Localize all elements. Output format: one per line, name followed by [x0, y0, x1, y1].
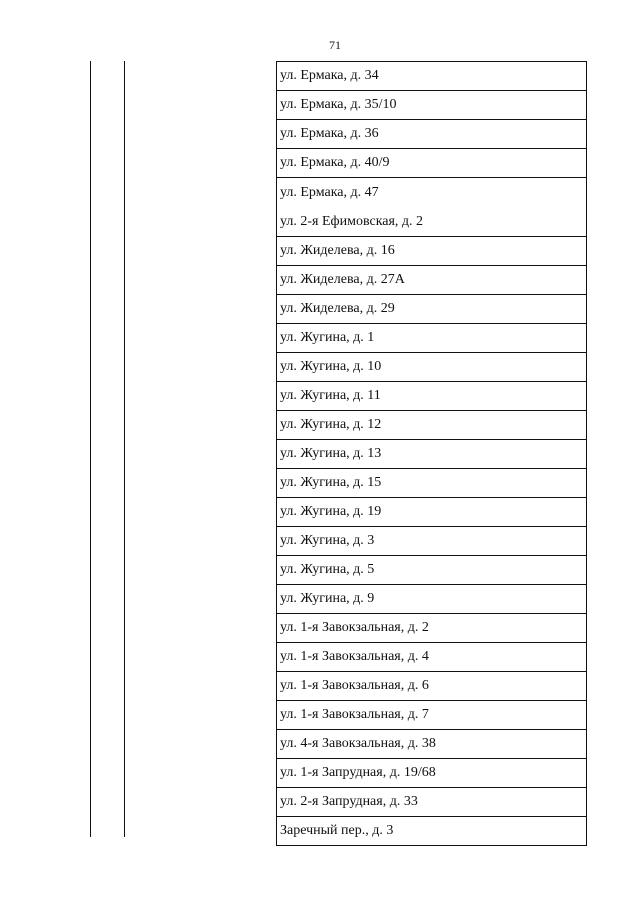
table-row — [277, 498, 587, 527]
table-row — [277, 149, 587, 178]
address-cell: ул. Ермака, д. 36 — [277, 120, 587, 149]
address-cell: ул. Жугина, д. 1 — [277, 324, 587, 353]
address-cell: ул. 1-я Завокзальная, д. 7 — [277, 701, 587, 730]
address-cell: ул. Жиделева, д. 27А — [277, 266, 587, 295]
address-table-body — [277, 62, 587, 846]
table-row — [277, 614, 587, 643]
table-row — [277, 440, 587, 469]
table-row — [277, 353, 587, 382]
table-row — [277, 527, 587, 556]
table-row — [277, 237, 587, 266]
table-row — [277, 411, 587, 440]
address-cell: ул. Ермака, д. 35/10 — [277, 91, 587, 120]
address-cell: ул. Жугина, д. 15 — [277, 469, 587, 498]
address-cell: ул. Жугина, д. 10 — [277, 353, 587, 382]
address-cell: ул. Жугина, д. 13 — [277, 440, 587, 469]
table-column-divider — [124, 61, 125, 837]
table-row — [277, 556, 587, 585]
table-row — [277, 91, 587, 120]
address-cell: ул. 2-я Запрудная, д. 33 — [277, 788, 587, 817]
address-cell: ул. 1-я Завокзальная, д. 4 — [277, 643, 587, 672]
table-row — [277, 730, 587, 759]
address-cell: ул. Ермака, д. 34 — [277, 62, 587, 91]
table-row — [277, 178, 587, 237]
address-cell: ул. Жугина, д. 12 — [277, 411, 587, 440]
address-cell: ул. Жугина, д. 5 — [277, 556, 587, 585]
address-cell: ул. Жугина, д. 9 — [277, 585, 587, 614]
address-cell: ул. Ермака, д. 40/9 — [277, 149, 587, 178]
table-row — [277, 382, 587, 411]
table-row — [277, 701, 587, 730]
address-table — [276, 61, 587, 846]
table-row — [277, 585, 587, 614]
table-row — [277, 469, 587, 498]
table-row — [277, 817, 587, 846]
table-row — [277, 266, 587, 295]
table-row — [277, 788, 587, 817]
address-line: ул. Ермака, д. 47 — [280, 185, 379, 200]
address-cell: ул. Жугина, д. 19 — [277, 498, 587, 527]
table-row — [277, 324, 587, 353]
table-row — [277, 295, 587, 324]
table-row — [277, 672, 587, 701]
address-cell: ул. 1-я Завокзальная, д. 6 — [277, 672, 587, 701]
address-cell: ул. Жугина, д. 3 — [277, 527, 587, 556]
table-row — [277, 643, 587, 672]
table-row — [277, 62, 587, 91]
address-cell: ул. 1-я Завокзальная, д. 2 — [277, 614, 587, 643]
table-row — [277, 759, 587, 788]
table-row — [277, 120, 587, 149]
address-cell: ул. Жиделева, д. 16 — [277, 237, 587, 266]
address-cell: ул. 4-я Завокзальная, д. 38 — [277, 730, 587, 759]
address-line: ул. 2-я Ефимовская, д. 2 — [280, 214, 424, 229]
address-cell: Заречный пер., д. 3 — [277, 817, 587, 846]
page-number: 71 — [329, 38, 341, 52]
address-cell — [277, 178, 587, 237]
address-cell: ул. 1-я Запрудная, д. 19/68 — [277, 759, 587, 788]
address-cell: ул. Жиделева, д. 29 — [277, 295, 587, 324]
table-left-border — [90, 61, 91, 837]
address-cell: ул. Жугина, д. 11 — [277, 382, 587, 411]
